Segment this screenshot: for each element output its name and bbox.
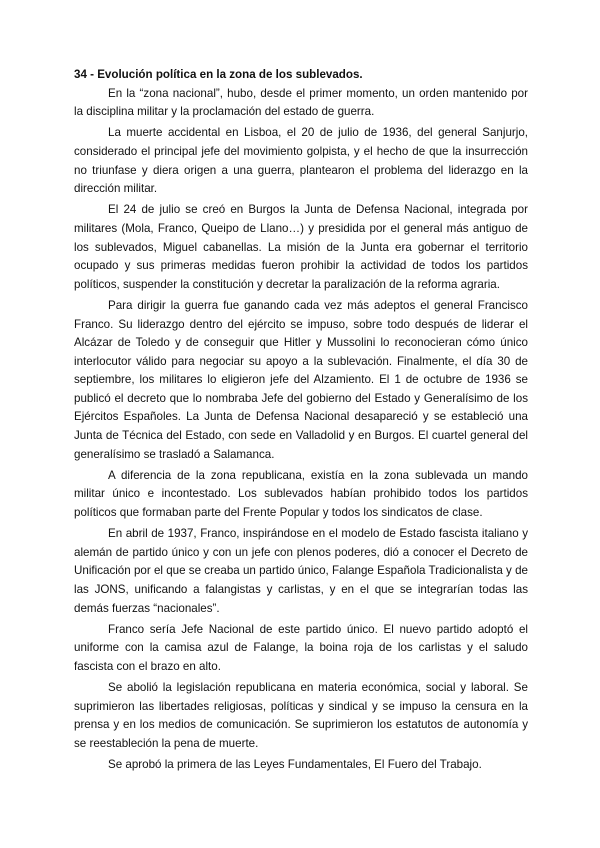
paragraph-1: En la “zona nacional”, hubo, desde el primer momento, un orden mantenido por la disciplina militar y la proclamación del estado de guerra. [74, 86, 528, 119]
paragraph-3: El 24 de julio se creó en Burgos la Junta de Defensa Nacional, integrada por militares (Mola, Franco, Queipo de Llano…) y presidida por el general más antiguo de los sublevados, Miguel cabanellas. La misión de la Junta era gobernar el territorio ocupado y sus primeras medidas fueron prohibir la actividad de todos los partidos políticos, suspender la constitución y decretar la paralización de la reforma agraria. [74, 203, 528, 291]
paragraph-8: Se abolió la legislación republicana en materia económica, social y laboral. Se suprimieron las libertades religiosas, políticas y sindical y se impuso la censura en la prensa y en los medios de comunicación. Se suprimieron los estatutos de autonomía y se reestableción la pena de muerte. [74, 681, 528, 750]
paragraph-2: La muerte accidental en Lisboa, el 20 de julio de 1936, del general Sanjurjo, considerado el principal jefe del movimiento golpista, y el hecho de que la insurrección no triunfase y diera origen a una guerra, plantearon el problema del liderazgo en la dirección militar. [74, 126, 528, 196]
paragraph-6: En abril de 1937, Franco, inspirándose en el modelo de Estado fascista italiano y alemán de partido único y con un jefe con plenos poderes, dió a conocer el Decreto de Unificación por el que se creaba un partido único, Falange Española Tradicionalista y de las JONS, unificando a falangistas y carlistas, y en el que se integrarían todas las demás fuerzas “nacionales”. [74, 527, 528, 615]
paragraph-9: Se aprobó la primera de las Leyes Fundamentales, El Fuero del Trabajo. [108, 758, 482, 772]
document-page [74, 66, 528, 777]
paragraph-4: Para dirigir la guerra fue ganando cada vez más adeptos el general Francisco Franco. Su liderazgo dentro del ejército se impuso, sobre todo después de liderar el Alcázar de Toledo y de conseguir que Hitler y Mussolini lo reconocieran cómo único interlocutor válido para negociar su apoyo a la sublevación. Finalmente, el día 30 de septiembre, los militares lo eligieron jefe del Alzamiento. El 1 de octubre de 1936 se publicó el decreto que lo nombraba Jefe del gobierno del Estado y Generalísimo de los Ejércitos Españoles. La Junta de Defensa Nacional desapareció y se estableció una Junta de Técnica del Estado, con sede en Valladolid y en Burgos. El cuartel general del generalísimo se trasladó a Salamanca. [74, 298, 528, 461]
section-title: 34 - Evolución política en la zona de los sublevados. [74, 68, 363, 81]
paragraph-7: Franco sería Jefe Nacional de este partido único. El nuevo partido adoptó el uniforme con la camisa azul de Falange, la boina roja de los carlistas y el saludo fascista con el brazo en alto. [74, 622, 528, 673]
paragraph-5: A diferencia de la zona republicana, existía en la zona sublevada un mando militar único e incontestado. Los sublevados habían prohibido todos los partidos políticos que formaban parte del Frente Popular y todos los sindicatos de clase. [74, 468, 528, 520]
